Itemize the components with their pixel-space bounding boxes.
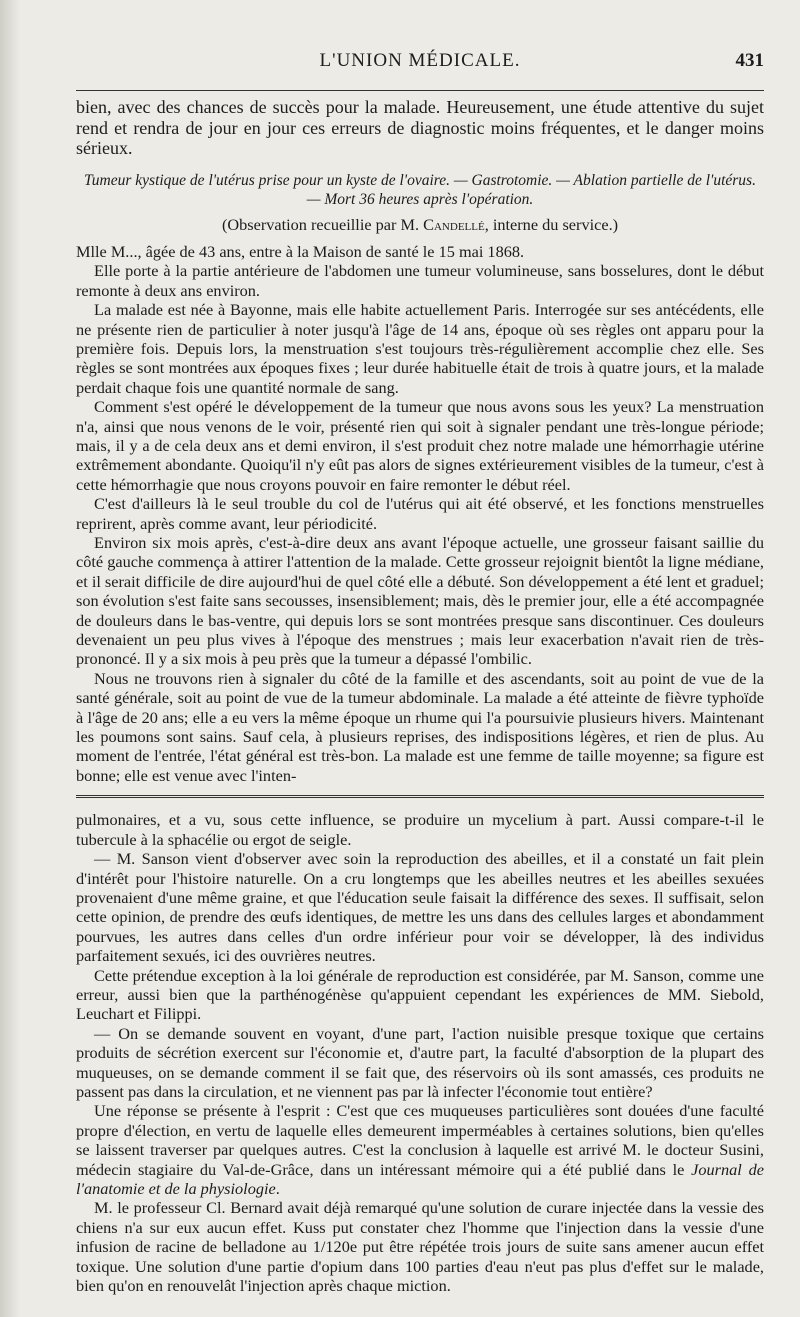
running-title: L'UNION MÉDICALE. (319, 50, 521, 71)
observation-body (76, 242, 764, 785)
page-number: 431 (735, 50, 764, 71)
observation-title: Tumeur kystique de l'utérus prise pour un kyste de l'ovaire. — Gastrotomie. — Ablation partielle de l'utérus. — Mort 36 heures après l'opération. (84, 171, 756, 208)
body-paragraph: Nous ne trouvons rien à signaler du côté de la famille et des ascendants, soit au point de vue de la santé générale, soit au point de vue de la tumeur abdominale. La malade a été atteinte de fièvre typhoïde à l'âge de 20 ans; elle a eu vers la même époque un rhume qui l'a poursuivie plusieurs hivers. Maintenant les poumons sont sains. Sauf cela, à plusieurs reprises, des indispositions légères, et rien de plus. Au moment de l'entrée, l'état général est très-bon. La malade est une femme de taille moyenne; sa figure est bonne; elle est venue avec l'inten- (76, 668, 764, 785)
observer-name: Candellé (423, 214, 485, 234)
intro-paragraph: bien, avec des chances de succès pour la malade. Heureusement, une étude attentive du sujet rend et rendra de jour en jour ces erreurs de diagnostic moins fréquentes, et le danger moins sérieux. (76, 97, 764, 158)
body-paragraph: pulmonaires, et a vu, sous cette influence, se produire un mycelium à part. Aussi compare-t-il le tubercule à la sphacélie ou ergot de seigle. (76, 810, 764, 849)
body-paragraph: La malade est née à Bayonne, mais elle habite actuellement Paris. Interrogée sur ses antécédents, elle ne présente rien de particulier à noter jusqu'à l'âge de 14 ans, époque où ses règles ont apparu pour la première fois. Depuis lors, la menstruation s'est toujours très-régulièrement accomplie chez elle. Ses règles se sont montrées aux époques fixes ; leur durée habituelle était de trois à quatre jours, et la malade perdait chaque fois une quantité normale de sang. (76, 300, 764, 397)
body-paragraph: — On se demande souvent en voyant, d'une part, l'action nuisible presque toxique que certains produits de sécrétion exercent sur l'économie et, d'autre part, la faculté d'absorption de la plupart des muqueuses, on se demande comment il se fait que, des réservoirs où ils sont amassés, ces produits ne passent pas dans la circulation, et ne viennent pas par là infecter l'économie tout entière? (76, 1023, 764, 1101)
section-divider (76, 795, 764, 798)
body-paragraph: Environ six mois après, c'est-à-dire deux ans avant l'époque actuelle, une grosseur faisant saillie du côté gauche commença à attirer l'attention de la malade. Cette grosseur rejoignit bientôt la ligne médiane, et il serait difficile de dire aujourd'hui de quel côté elle a débuté. Son développement a été lent et graduel; son évolution s'est faite sans secousses, insensiblement; mais, dès le premier jour, elle a été accompagnée de douleurs dans le bas-ventre, qui depuis lors se sont montrées presque sans discontinuer. Ces douleurs devenaient un peu plus vives à l'époque des menstrues ; mais leur exacerbation n'avait rien de très-prononcé. Il y a six mois à peu près que la tumeur a dépassé l'ombilic. (76, 533, 764, 669)
body-paragraph: M. le professeur Cl. Bernard avait déjà remarqué qu'une solution de curare injectée dans la vessie des chiens n'a sur eux aucun effet. Kuss put constater chez l'homme que l'injection dans la vessie d'une infusion de racine de belladone au 1/120e put être répétée trois jours de suite sans amener aucun effet toxique. Une solution d'une partie d'opium dans 100 parties d'eau n'eut pas plus d'effet sur le malade, bien qu'on en renouvelât l'injection après chaque miction. (76, 1198, 764, 1296)
page-header (76, 48, 764, 76)
body-paragraph: C'est d'ailleurs là le seul trouble du col de l'utérus qui ait été observé, et les fonctions menstruelles reprirent, après comme avant, leur périodicité. (76, 494, 764, 533)
header-rule (76, 90, 764, 91)
observation-source (76, 215, 764, 234)
body-paragraph: Cette prétendue exception à la loi générale de reproduction est considérée, par M. Sanson, comme une erreur, aussi bien que la parthénogénèse qu'appuient cependant les expériences de MM. Siebold, Leuchart et Filippi. (76, 965, 764, 1024)
journal-title: Journal de l'anatomie et de la physiologie (76, 1159, 764, 1198)
body-paragraph: Comment s'est opéré le développement de la tumeur que nous avons sous les yeux? La menstruation n'a, ainsi que nous venons de le voir, présenté rien qui soit à signaler pendant une très-longue période; mais, il y a de cela deux ans et demi environ, il s'est produit chez notre malade une hémorrhagie utérine extrêmement abondante. Quoiqu'il n'y eût pas alors de signes extérieurement visibles de la tumeur, c'est à cette hémorrhagie que nous croyons pouvoir en faire remonter le début réel. (76, 397, 764, 494)
intro-block (76, 97, 764, 159)
body-paragraph: — M. Sanson vient d'observer avec soin la reproduction des abeilles, et il a constaté un fait plein d'intérêt pour l'histoire naturelle. On a cru longtemps que les abeilles neutres et les abeilles sexuées provenaient d'une même graine, et que l'éducation seule faisait la différence des sexes. Il suffisait, selon cette opinion, de prendre des œufs identiques, de mettre les uns dans des cellules larges et abondamment pourvues, les autres dans celles d'un ordre inférieur pour voir se développer, là des individus parfaitement sexués, ici des ouvrières neutres. (76, 849, 764, 966)
observation-source-post: , interne du service.) (484, 214, 619, 234)
feuilleton-body (76, 810, 764, 1295)
observation-source-pre: (Observation recueillie par M. (221, 214, 424, 234)
body-paragraph-with-citation (76, 1101, 764, 1198)
binding-shadow (0, 0, 20, 1317)
citation-lead-text: Une réponse se présente à l'esprit : C'est que ces muqueuses particulières sont douées d'une faculté propre d'élection, en vertu de laquelle elles demeurent imperméables à certaines solutions, bien qu'elles se laissent traverser par quelques autres. C'est la conclusion à laquelle est arrivé M. le docteur Susini, médecin stagiaire du Val-de-Grâce, dans un intéressant mémoire qui a été publié dans le (76, 1101, 764, 1179)
citation-end: . (275, 1179, 280, 1198)
body-paragraph: Elle porte à la partie antérieure de l'abdomen une tumeur volumineuse, sans bosselures, dont le début remonte à deux ans environ. (76, 261, 764, 300)
body-paragraph: Mlle M..., âgée de 43 ans, entre à la Maison de santé le 15 mai 1868. (76, 241, 525, 261)
